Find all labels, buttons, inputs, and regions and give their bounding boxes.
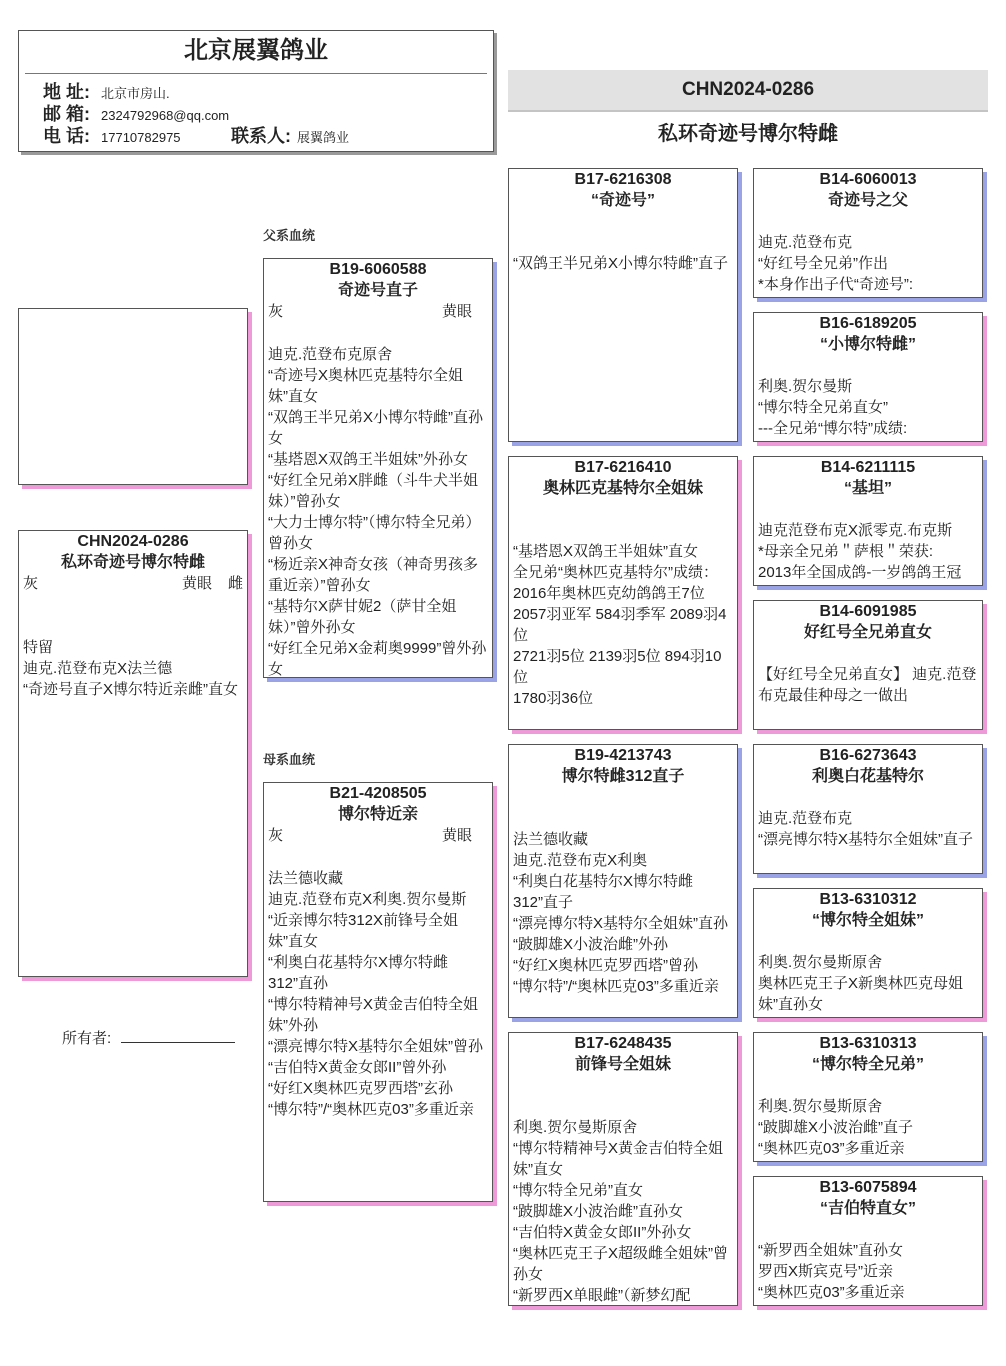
subject-line: “奇迹号直子X博尔特近亲雌”直女 [23,681,238,698]
sire-line: 迪克.范登布克原舍 [268,346,393,363]
ds-line: “跛脚雄X小波治雌”外孙 [513,936,668,953]
dsd-box [753,888,983,1018]
subject-attrs [19,573,247,595]
dam-line: “利奥白花基特尔X博尔特雌312”直孙 [268,954,449,992]
dd-line: “新罗西X单眼雌”（新梦幻配 [513,1287,691,1304]
ds-line: “博尔特”/“奥林匹克03”多重近亲 [513,978,719,995]
dds-line: “跛脚雄X小波治雌”直子 [758,1119,913,1136]
dsd-line: 奥林匹克王子X新奥林匹克母姐妹”直孙女 [758,975,964,1013]
dam-line: 迪克.范登布克X利奥.贺尔曼斯 [268,891,467,908]
sire-line-label: 父系血统 [263,228,316,243]
dd-line: “奥林匹克王子X超级雌全姐妹”曾孙女 [513,1245,728,1283]
dds-ring: B13-6310313 [819,1035,917,1052]
dam-line: “漂亮博尔特X基特尔全姐妹”曾孙 [268,1038,483,1055]
sdd-line: 【好红号全兄弟直女】 迪克.范登布克最佳种母之一做出 [758,666,977,704]
sds-line: 迪克范登布克X派零克.布克斯 [758,522,953,539]
dam-line: “近亲博尔特312X前锋号全姐妹”直女 [268,912,459,950]
ss-ring: B17-6216308 [574,171,672,188]
ss-name: “奇迹号” [590,192,655,209]
ssd-line: 利奥.贺尔曼斯 [758,378,853,395]
ds-line: 法兰德收藏 [513,831,589,848]
sd-line: 2057羽亚军 584羽季军 2089羽4位 [513,606,727,644]
sire-line: “基塔恩X双鸽王半姐妹”外孙女 [268,451,468,468]
sire-line: “好红全兄弟X金莉奥9999”曾外孙女 [268,640,487,678]
subject-sex: 雌 [227,575,243,592]
sss-line: *本身作出子代“奇迹号”: [758,276,913,293]
dd-line: “吉伯特X黄金女郎II”外孙女 [513,1224,692,1241]
dds-line: 利奥.贺尔曼斯原舍 [758,1098,883,1115]
sd-name: 奥林匹克基特尔全姐妹 [542,480,703,497]
address-value: 北京市房山. [101,86,170,101]
subject-eye: 黄眼 [181,575,212,592]
dd-ring: B17-6248435 [574,1035,672,1052]
sss-name: 奇迹号之父 [827,192,908,209]
owner-blank [121,1028,235,1043]
dsd-line: 利奥.贺尔曼斯原舍 [758,954,883,971]
ssd-ring: B16-6189205 [819,315,917,332]
sire-box [263,258,493,678]
sd-line: 全兄弟“奥林匹克基特尔”成绩： [513,564,718,581]
sire-line: “奇迹号X奥林匹克基特尔全姐妹”直女 [268,367,464,405]
ddd-line: “新罗西全姐妹”直孙女 [758,1242,903,1259]
dss-line: “漂亮博尔特X基特尔全姐妹”直子 [758,831,973,848]
dds-line: “奥林匹克03”多重近亲 [758,1140,905,1157]
email-label: 邮 箱: [43,104,90,124]
sire-line: “基特尔X萨甘妮2（萨甘全姐妹）”曾外孙女 [268,598,457,636]
sire-name: 奇迹号直子 [337,282,418,299]
sds-line: *母亲全兄弟＂萨根＂荣获: [758,543,934,560]
subject-box [18,530,248,977]
sd-line: 2721羽5位 2139羽5位 894羽10位 [513,648,722,686]
ssd-box [753,312,983,442]
paternal-granddam-box [508,456,738,730]
dam-attrs [264,825,492,847]
dss-ring: B16-6273643 [819,747,917,764]
dd-line: 利奥.贺尔曼斯原舍 [513,1119,638,1136]
dam-line: “好红X奥林匹克罗西塔”玄孙 [268,1080,453,1097]
sds-name: “基坦” [843,480,892,497]
subject-color: 灰 [23,575,39,592]
dam-ring: B21-4208505 [329,785,427,802]
dam-line: 法兰德收藏 [268,870,344,887]
maternal-grandsire-box [508,744,738,1018]
subject-line: 特留 [23,639,54,656]
sd-ring: B17-6216410 [574,459,672,476]
sdd-ring: B14-6091985 [819,603,917,620]
sds-box [753,456,983,586]
ssd-name: “小博尔特雌” [819,336,916,353]
sire-eye: 黄眼 [441,303,472,320]
dam-line: “博尔特”/“奥林匹克03”多重近亲 [268,1101,474,1118]
ddd-box [753,1176,983,1306]
ddd-name: “吉伯特直女” [819,1200,916,1217]
subject-name: 私环奇迹号博尔特雌 [60,554,205,571]
sire-line: “杨近亲X神奇女孩（神奇男孩多重近亲）”曾孙女 [268,556,479,594]
dds-name: “博尔特全兄弟” [811,1056,924,1073]
dam-name: 博尔特近亲 [337,806,418,823]
phone-value: 17710782975 [101,130,181,145]
sire-color: 灰 [268,303,284,320]
sire-attrs [264,301,492,323]
dss-line: 迪克.范登布克 [758,810,853,827]
ds-line: 迪克.范登布克X利奥 [513,852,648,869]
address-label: 地 址: [43,82,90,102]
sss-line: 迪克.范登布克 [758,234,853,251]
sd-line: “基塔恩X双鸽王半姐妹”直女 [513,543,698,560]
ddd-line: “奥林匹克03”多重近亲 [758,1284,905,1301]
sire-line: “大力士博尔特”（博尔特全兄弟）曾孙女 [268,514,481,552]
dss-name: 利奥白花基特尔 [811,768,924,785]
dsd-ring: B13-6310312 [819,891,917,908]
ds-line: “利奥白花基特尔X博尔特雌312”直子 [513,873,694,911]
maternal-granddam-box [508,1032,738,1306]
ds-line: “好红X奥林匹克罗西塔”曾孙 [513,957,698,974]
sss-ring: B14-6060013 [819,171,917,188]
sss-box [753,168,983,298]
ddd-line: 罗西X斯宾克号”近亲 [758,1263,894,1280]
dsd-name: “博尔特全姐妹” [811,912,924,929]
ddd-ring: B13-6075894 [819,1179,917,1196]
dss-box [753,744,983,874]
owner-line [62,1028,244,1049]
loft-name: 北京展翼鸽业 [184,37,328,64]
phone-label: 电 话: [43,126,90,146]
sire-line: “双鸽王半兄弟X小博尔特雌”直孙女 [268,409,483,447]
contact-value: 展翼鸽业 [297,130,350,145]
ds-line: “漂亮博尔特X基特尔全姐妹”直孙 [513,915,728,932]
paternal-grandsire-box [508,168,738,442]
dd-line: “跛脚雄X小波治雌”直孙女 [513,1203,683,1220]
contact-label: 联系人: [231,126,291,146]
header-title: 私环奇迹号博尔特雌 [658,123,838,145]
subject-line: 迪克.范登布克X法兰德 [23,660,173,677]
ssd-line: “博尔特全兄弟直女” [758,399,888,416]
owner-label: 所有者: [62,1030,112,1047]
header-ring-band [508,70,988,112]
dam-line: “吉伯特X黄金女郎II”曾外孙 [268,1059,447,1076]
sire-ring: B19-6060588 [329,261,427,278]
dd-line: “博尔特精神号X黄金吉伯特全姐妹”直女 [513,1140,724,1178]
ssd-line: ---全兄弟“博尔特”成绩: [758,420,908,437]
sdd-name: 好红号全兄弟直女 [803,624,932,641]
dam-line: “博尔特精神号X黄金吉伯特全姐妹”外孙 [268,996,479,1034]
dam-color: 灰 [268,827,284,844]
ss-line: “双鸽王半兄弟X小博尔特雌”直子 [513,255,728,272]
sd-line: 1780羽36位 [513,690,594,707]
sds-line: 2013年全国成鸽-一岁鸽鸽王冠 [758,564,962,581]
sds-ring: B14-6211115 [820,459,916,476]
photo-placeholder [18,308,248,485]
ds-ring: B19-4213743 [574,747,672,764]
subject-ring: CHN2024-0286 [77,533,189,550]
header-ring: CHN2024-0286 [681,79,815,100]
dd-name: 前锋号全姐妹 [574,1056,671,1073]
sire-line: “好红全兄弟X胖雌（斗牛犬半姐妹）”曾孙女 [268,472,479,510]
ds-name: 博尔特雌312直子 [561,768,685,785]
dam-eye: 黄眼 [441,827,472,844]
sss-line: “好红号全兄弟”作出 [758,255,888,272]
sd-line: 2016年奥林匹克幼鸽鸽王7位 [513,585,705,602]
email-value: 2324792968@qq.com [101,108,230,123]
sdd-box [753,600,983,730]
dd-line: “博尔特全兄弟”直女 [513,1182,643,1199]
dds-box [753,1032,983,1162]
loft-info-box [18,30,494,152]
dam-line-label: 母系血统 [263,752,316,767]
dam-box [263,782,493,1202]
